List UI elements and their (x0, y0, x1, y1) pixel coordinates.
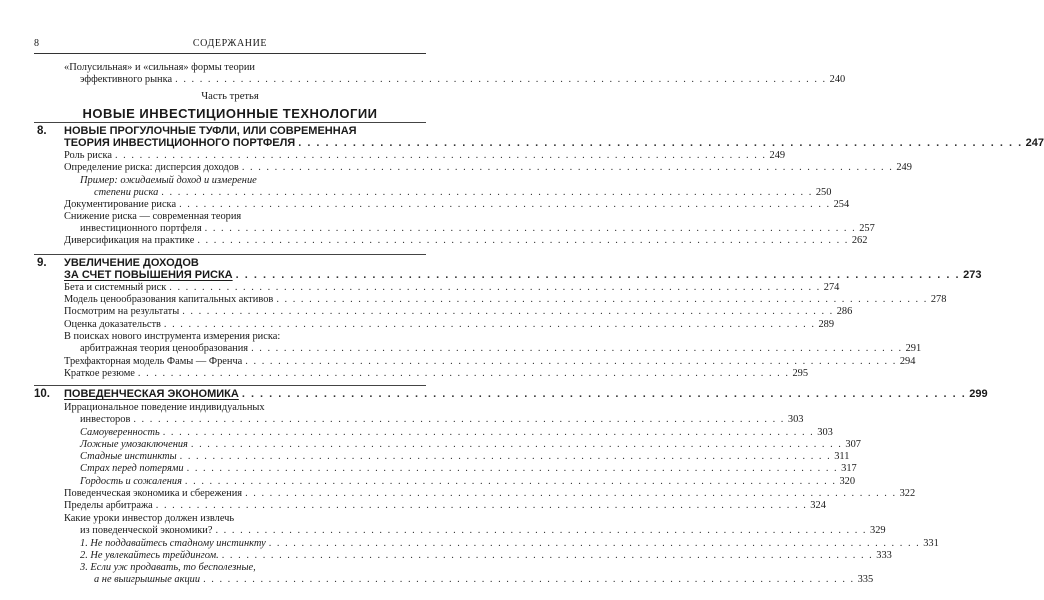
leader-dots: . . . . . . . . . . . . . . . . . . . . . . . . . . . . . . . . . . . . . . . . . . . . . . . . . . . . . . . . . . . . . . . . . . . . . . . . . . . . . . . . (155, 500, 808, 511)
toc-page-number: 335 (857, 574, 874, 585)
toc-chapter-9[interactable] (64, 269, 982, 281)
toc-page-number: 240 (829, 74, 846, 85)
toc-entry-line1: В поисках нового инструмента измерения риска: (64, 331, 281, 342)
toc-entry[interactable] (80, 223, 875, 235)
toc-entry-text: Оценка доказательств (64, 319, 161, 330)
toc-entry[interactable] (64, 306, 853, 318)
leader-dots: . . . . . . . . . . . . . . . . . . . . . . . . . . . . . . . . . . . . . . . . . . . . . . . . . . . . . . . . . . . . . . . . . . . . . . . . . . . . . . . . (241, 162, 894, 173)
toc-page-number: 257 (859, 223, 875, 234)
leader-dots: . . . . . . . . . . . . . . . . . . . . . . . . . . . . . . . . . . . . . . . . . . . . . . . . . . . . . . . . . . . . . . . . . . . . . . . . . . . . . . . . (182, 306, 834, 317)
toc-entry[interactable] (64, 356, 916, 368)
part-label: Часть третья (201, 91, 259, 102)
toc-page-number: 294 (899, 356, 916, 367)
chapter-number: 9. (37, 257, 47, 269)
toc-page-number: 324 (810, 500, 826, 511)
header-title: СОДЕРЖАНИЕ (192, 38, 268, 49)
toc-page-number: 333 (876, 550, 892, 561)
page-number: 8 (34, 38, 39, 49)
chapter-title: ПОВЕДЕНЧЕСКАЯ ЭКОНОМИКА (64, 388, 239, 400)
toc-entry[interactable] (80, 343, 922, 355)
toc-entry-text: степени риска (94, 187, 159, 198)
toc-entry[interactable] (64, 199, 850, 211)
toc-entry-intro-line1: «Полусильная» и «сильная» формы теории (64, 62, 255, 73)
toc-page-number: 262 (851, 235, 868, 246)
toc-entry-text: Документирование риска (64, 199, 177, 210)
leader-dots: . . . . . . . . . . . . . . . . . . . . . . . . . . . . . . . . . . . . . . . . . . . . . . . . . . . . . . . . . . . . . . . . . . . . . . . . . . . . . . . . (245, 356, 897, 367)
toc-entry-text: а не выигрышные акции (94, 574, 201, 585)
leader-dots: . . . . . . . . . . . . . . . . . . . . . . . . . . . . . . . . . . . . . . . . . . . . . . . . . . . . . . . . . . . . . . . . . . . . . . . . . . . . . . . . (179, 199, 831, 210)
toc-entry[interactable] (64, 319, 835, 331)
leader-dots: . . . . . . . . . . . . . . . . . . . . . . . . . . . . . . . . . . . . . . . . . . . . . . . . . . . . . . . . . . . . . . . . . . . . . . . . . . . . . . . . (137, 368, 790, 379)
toc-subentry[interactable] (80, 550, 892, 562)
toc-entry-line1: Какие уроки инвестор должен извлечь (64, 513, 235, 524)
leader-dots: . . . . . . . . . . . . . . . . . . . . . . . . . . . . . . . . . . . . . . . . . . . . . . . . . . . . . . . . . . . . . . . . . . . . . . . . . . . . . . . . (204, 223, 857, 234)
leader-dots: . . . . . . . . . . . . . . . . . . . . . . . . . . . . . . . . . . . . . . . . . . . . . . . . . . . . . . . . . . . . . . . . . . . . . . . . . . . . . . . . (268, 538, 921, 549)
toc-entry-text: Пределы арбитража (64, 500, 153, 511)
leader-dots: . . . . . . . . . . . . . . . . . . . . . . . . . . . . . . . . . . . . . . . . . . . . . . . . . . . . . . . . . . . . . . . . . . . . . . . . . . . . . . . . (251, 343, 903, 354)
chapter-rule (34, 254, 426, 255)
leader-dots: . . . . . . . . . . . . . . . . . . . . . . . . . . . . . . . . . . . . . . . . . . . . . . . . . . . . . . . . . . . . . . . . . . . . . . . . . . . . . . . . (133, 414, 785, 425)
part-title: НОВЫЕ ИНВЕСТИЦИОННЫЕ ТЕХНОЛОГИИ (82, 106, 378, 121)
leader-dots: . . . . . . . . . . . . . . . . . . . . . . . . . . . . . . . . . . . . . . . . . . . . . . . . . . . . . . . . . . . . . . . . . . . . . . . . . . . . . . . . (186, 463, 839, 474)
leader-dots: . . . . . . . . . . . . . . . . . . . . . . . . . . . . . . . . . . . . . . . . . . . . . . . . . . . . . . . . . . . . . . . . . . . . . . . . . . . . . . . . (169, 282, 821, 293)
chapter-title-line1: УВЕЛИЧЕНИЕ ДОХОДОВ (64, 257, 199, 269)
toc-entry[interactable] (80, 414, 804, 426)
toc-page-number: 274 (823, 282, 840, 293)
chapter-rule (34, 385, 426, 386)
toc-entry[interactable] (64, 235, 868, 247)
toc-page-number: 273 (963, 269, 982, 281)
chapter-title-line2: ТЕОРИЯ ИНВЕСТИЦИОННОГО ПОРТФЕЛЯ (64, 137, 296, 149)
toc-chapter-10[interactable] (64, 388, 988, 400)
toc-page-number: 311 (834, 451, 850, 462)
toc-entry-text: 1. Не поддавайтесь стадному инстинкту (80, 538, 266, 549)
toc-page-number: 291 (905, 343, 922, 354)
toc-entry-text: Страх перед потерями (80, 463, 184, 474)
toc-entry-text: Краткое резюме (64, 368, 135, 379)
toc-subentry[interactable] (80, 451, 850, 463)
leader-dots: . . . . . . . . . . . . . . . . . . . . . . . . . . . . . . . . . . . . . . . . . . . . . . . . . . . . . . . . . . . . . . . . . . . . . . . . . . . . . . . . (298, 137, 1023, 149)
leader-dots: . . . . . . . . . . . . . . . . . . . . . . . . . . . . . . . . . . . . . . . . . . . . . . . . . . . . . . . . . . . . . . . . . . . . . . . . . . . . . . . . (203, 574, 855, 585)
toc-page-number: 295 (792, 368, 809, 379)
leader-dots: . . . . . . . . . . . . . . . . . . . . . . . . . . . . . . . . . . . . . . . . . . . . . . . . . . . . . . . . . . . . . . . . . . . . . . . . . . . . . . . . (276, 294, 928, 305)
toc-entry-text: Поведенческая экономика и сбережения (64, 488, 243, 499)
toc-subentry[interactable] (80, 439, 861, 451)
toc-subentry[interactable] (80, 476, 856, 488)
toc-page-number: 254 (833, 199, 850, 210)
toc-subentry[interactable] (94, 187, 832, 199)
toc-entry-text: из поведенческой экономики? (80, 525, 213, 536)
toc-entry[interactable] (64, 162, 912, 174)
header-rule (34, 53, 426, 54)
toc-entry-text: инвесторов (80, 414, 131, 425)
toc-page-number: 307 (845, 439, 861, 450)
leader-dots: . . . . . . . . . . . . . . . . . . . . . . . . . . . . . . . . . . . . . . . . . . . . . . . . . . . . . . . . . . . . . . . . . . . . . . . . . . . . . . . . (221, 550, 874, 561)
chapter-rule (34, 122, 426, 123)
toc-entry-text: Бета и системный риск (64, 282, 167, 293)
toc-entry-line1: Снижение риска — современная теория (64, 211, 242, 222)
toc-entry[interactable] (64, 488, 916, 500)
toc-chapter-8[interactable] (64, 137, 1044, 149)
leader-dots: . . . . . . . . . . . . . . . . . . . . . . . . . . . . . . . . . . . . . . . . . . . . . . . . . . . . . . . . . . . . . . . . . . . . . . . . . . . . . . . . (215, 525, 868, 536)
leader-dots: . . . . . . . . . . . . . . . . . . . . . . . . . . . . . . . . . . . . . . . . . . . . . . . . . . . . . . . . . . . . . . . . . . . . . . . . . . . . . . . . (241, 388, 967, 400)
toc-page-number: 286 (836, 306, 853, 317)
toc-entry-text: 2. Не увлекайтесь трейдингом. (80, 550, 219, 561)
leader-dots: . . . . . . . . . . . . . . . . . . . . . . . . . . . . . . . . . . . . . . . . . . . . . . . . . . . . . . . . . . . . . . . . . . . . . . . . . . . . . . . . (179, 451, 832, 462)
toc-page-number: 303 (787, 414, 804, 425)
leader-dots: . . . . . . . . . . . . . . . . . . . . . . . . . . . . . . . . . . . . . . . . . . . . . . . . . . . . . . . . . . . . . . . . . . . . . . . . . . . . . . . . (114, 150, 767, 161)
leader-dots: . . . . . . . . . . . . . . . . . . . . . . . . . . . . . . . . . . . . . . . . . . . . . . . . . . . . . . . . . . . . . . . . . . . . . . . . . . . . . . . . (161, 187, 813, 198)
chapter-title-line1: НОВЫЕ ПРОГУЛОЧНЫЕ ТУФЛИ, ИЛИ СОВРЕМЕННАЯ (64, 125, 357, 137)
toc-entry[interactable] (64, 368, 809, 380)
leader-dots: . . . . . . . . . . . . . . . . . . . . . . . . . . . . . . . . . . . . . . . . . . . . . . . . . . . . . . . . . . . . . . . . . . . . . . . . . . . . . . . . (190, 439, 843, 450)
toc-page-number: 322 (899, 488, 916, 499)
toc-entry-text: Трехфакторная модель Фамы — Френча (64, 356, 243, 367)
toc-subentry[interactable] (80, 427, 833, 439)
toc-page-number: 249 (769, 150, 786, 161)
toc-entry-text: арбитражная теория ценообразования (80, 343, 249, 354)
toc-entry-text: Посмотрим на результаты (64, 306, 180, 317)
toc-page-number: 278 (930, 294, 947, 305)
toc-entry-line1: Иррациональное поведение индивидуальных (64, 402, 265, 413)
toc-entry-text: эффективного рынка (80, 74, 173, 85)
toc-subentry[interactable] (80, 538, 939, 550)
toc-entry-text: Определение риска: дисперсия доходов (64, 162, 239, 173)
running-header (34, 38, 426, 52)
toc-entry-text: инвестиционного портфеля (80, 223, 202, 234)
toc-entry-text: Самоуверенность (80, 427, 160, 438)
toc-entry[interactable] (64, 282, 840, 294)
toc-entry[interactable] (64, 500, 826, 512)
toc-entry-text: Диверсификация на практике (64, 235, 195, 246)
chapter-title-line2: ЗА СЧЕТ ПОВЫШЕНИЯ РИСКА (64, 269, 233, 281)
toc-page-number: 289 (818, 319, 835, 330)
toc-page-number: 299 (969, 388, 988, 400)
leader-dots: . . . . . . . . . . . . . . . . . . . . . . . . . . . . . . . . . . . . . . . . . . . . . . . . . . . . . . . . . . . . . . . . . . . . . . . . . . . . . . . . (245, 488, 897, 499)
toc-entry-text: Гордость и сожаления (80, 476, 182, 487)
toc-page-number: 317 (841, 463, 857, 474)
toc-subentry-line1: 3. Если уж продавать, то бесполезные, (80, 562, 256, 573)
toc-subentry-line1: Пример: ожидаемый доход и измерение (80, 175, 257, 186)
leader-dots: . . . . . . . . . . . . . . . . . . . . . . . . . . . . . . . . . . . . . . . . . . . . . . . . . . . . . . . . . . . . . . . . . . . . . . . . . . . . . . . . (175, 74, 827, 85)
toc-entry-text: Роль риска (64, 150, 112, 161)
leader-dots: . . . . . . . . . . . . . . . . . . . . . . . . . . . . . . . . . . . . . . . . . . . . . . . . . . . . . . . . . . . . . . . . . . . . . . . . . . . . . . . . (184, 476, 837, 487)
toc-subentry[interactable] (80, 463, 857, 475)
toc-subentry[interactable] (94, 574, 874, 586)
toc-entry[interactable] (80, 525, 886, 537)
leader-dots: . . . . . . . . . . . . . . . . . . . . . . . . . . . . . . . . . . . . . . . . . . . . . . . . . . . . . . . . . . . . . . . . . . . . . . . . . . . . . . . . (197, 235, 849, 246)
toc-entry[interactable] (64, 150, 786, 162)
toc-page-number: 247 (1025, 137, 1044, 149)
toc-page-number: 249 (896, 162, 912, 173)
chapter-number: 8. (37, 125, 47, 137)
leader-dots: . . . . . . . . . . . . . . . . . . . . . . . . . . . . . . . . . . . . . . . . . . . . . . . . . . . . . . . . . . . . . . . . . . . . . . . . . . . . . . . . (162, 427, 815, 438)
toc-page-number: 303 (817, 427, 833, 438)
toc-entry-intro[interactable] (80, 74, 846, 86)
toc-entry-text: Ложные умозаключения (80, 439, 188, 450)
toc-entry[interactable] (64, 294, 947, 306)
toc-page-number: 331 (923, 538, 939, 549)
toc-entry-text: Стадные инстинкты (80, 451, 177, 462)
leader-dots: . . . . . . . . . . . . . . . . . . . . . . . . . . . . . . . . . . . . . . . . . . . . . . . . . . . . . . . . . . . . . . . . . . . . . . . . . . . . . . . . (235, 269, 961, 281)
toc-page-number: 329 (870, 525, 886, 536)
leader-dots: . . . . . . . . . . . . . . . . . . . . . . . . . . . . . . . . . . . . . . . . . . . . . . . . . . . . . . . . . . . . . . . . . . . . . . . . . . . . . . . . (163, 319, 816, 330)
toc-page-number: 250 (815, 187, 832, 198)
toc-entry-text: Модель ценообразования капитальных активов (64, 294, 274, 305)
toc-page-number: 320 (839, 476, 856, 487)
chapter-number: 10. (34, 388, 50, 400)
